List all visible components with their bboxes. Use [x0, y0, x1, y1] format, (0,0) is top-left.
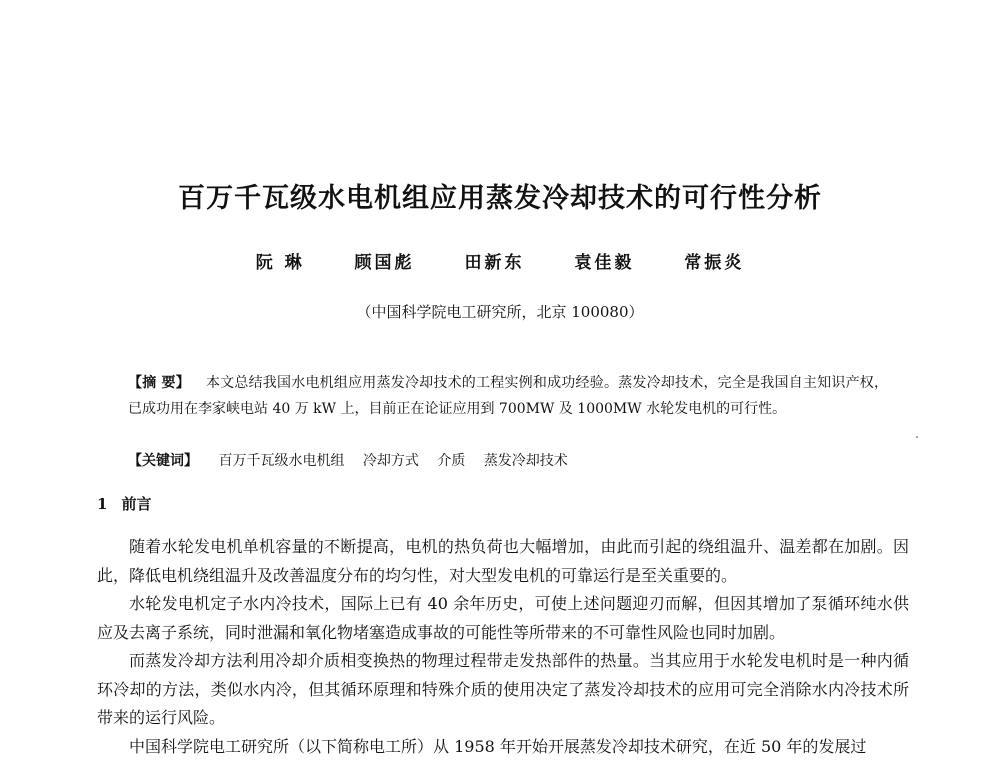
abstract	[128, 370, 888, 422]
abstract-label: 【摘 要】	[128, 375, 190, 391]
paragraph: 中国科学院电工研究所（以下简称电工所）从 1958 年开始开展蒸发冷却技术研究，在近 50 年的发展过	[97, 733, 909, 761]
section-title: 前言	[121, 495, 151, 513]
keyword: 百万千瓦级水电机组	[218, 453, 344, 469]
keyword: 蒸发冷却技术	[484, 453, 568, 469]
paragraph: 水轮发电机定子水内冷技术，国际上已有 40 余年历史，可使上述问题迎刃而解，但因其增加了泵循环纯水供应及去离子系统，同时泄漏和氧化物堵塞造成事故的可能性等所带来的不可靠性风险也同时加剧。	[97, 590, 909, 647]
author-name: 田新东	[464, 248, 524, 273]
paragraph: 随着水轮发电机单机容量的不断提高，电机的热负荷也大幅增加，由此而引起的绕组温升、温差都在加剧。因此，降低电机绕组温升及改善温度分布的均匀性，对大型发电机的可靠运行是至关重要的。	[97, 533, 909, 590]
author-name: 顾国彪	[355, 248, 415, 273]
keyword: 介质	[437, 453, 465, 469]
scan-speck	[916, 436, 918, 438]
body-text	[97, 533, 909, 761]
abstract-text: 本文总结我国水电机组应用蒸发冷却技术的工程实例和成功经验。蒸发冷却技术，完全是我国自主知识产权，已成功用在李家峡电站 40 万 kW 上，目前正在论证应用到 700MW 及 1000MW 水轮发电机的可行性。	[128, 375, 888, 417]
keywords	[128, 450, 888, 472]
keyword: 冷却方式	[363, 453, 419, 469]
author-name: 袁佳毅	[574, 248, 634, 273]
section-heading	[97, 493, 151, 514]
author-name: 阮 琳	[256, 248, 305, 273]
keywords-label: 【关键词】	[128, 453, 198, 469]
author-list	[0, 248, 1000, 273]
author-name: 常振炎	[684, 248, 744, 273]
paragraph: 而蒸发冷却方法利用冷却介质相变换热的物理过程带走发热部件的热量。当其应用于水轮发电机时是一种内循环冷却的方法，类似水内冷，但其循环原理和特殊介质的使用决定了蒸发冷却技术的应用可完全消除水内冷技术所带来的运行风险。	[97, 647, 909, 733]
section-number: 1	[97, 495, 107, 513]
paper-title: 百万千瓦级水电机组应用蒸发冷却技术的可行性分析	[0, 176, 1000, 215]
affiliation: （中国科学院电工研究所，北京 100080）	[0, 301, 1000, 322]
